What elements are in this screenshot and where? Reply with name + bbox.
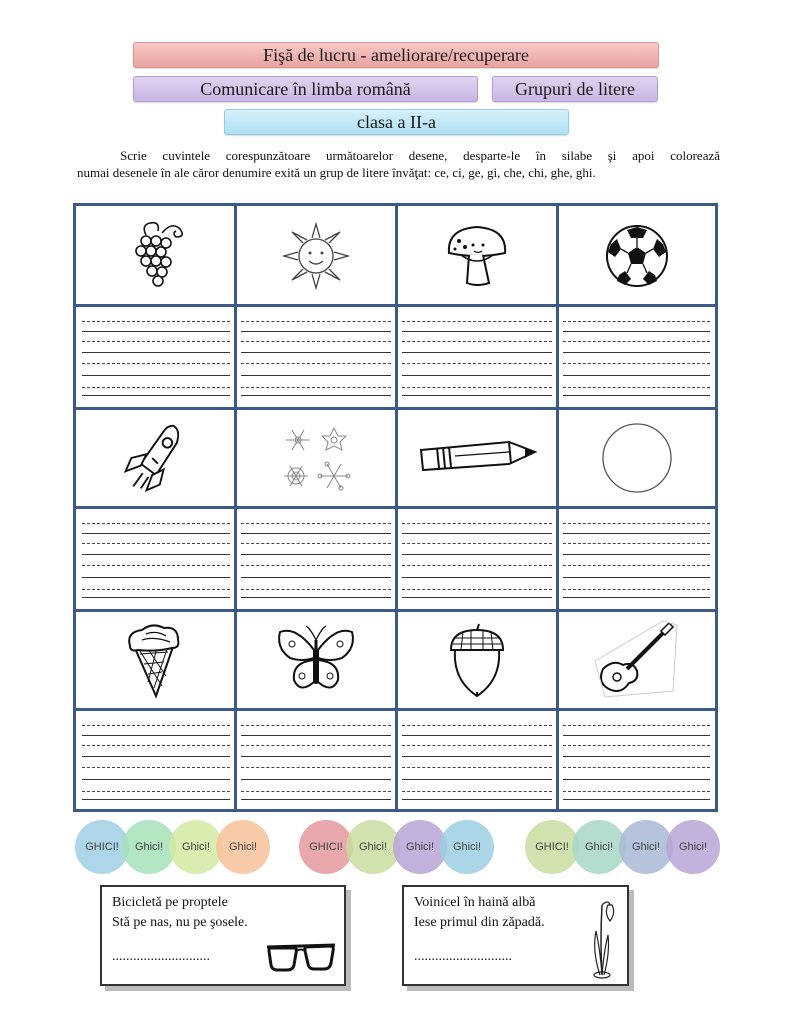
rocket-icon <box>116 420 196 496</box>
picture-cell[interactable] <box>78 612 234 708</box>
writing-line <box>402 331 552 332</box>
grapes-icon <box>116 218 196 294</box>
writing-lines[interactable] <box>78 711 234 808</box>
writing-line <box>563 554 710 555</box>
riddle-1-line-1: Bicicletă pe proptele <box>112 895 228 910</box>
writing-line <box>402 779 552 780</box>
writing-line <box>241 554 391 555</box>
ghici-bubble[interactable]: Ghici! <box>346 820 400 874</box>
ghici-bubble[interactable]: GHICI! <box>525 820 579 874</box>
instructions-line-2: numai desenele în ale căror denumire exită un grup de litere învăţat: ce, ci, ge, gi, che, chi, ghe, ghi. <box>77 165 596 180</box>
ice-cream-icon <box>116 622 196 698</box>
writing-line <box>82 533 230 534</box>
writing-line <box>241 725 391 726</box>
ghici-bubble[interactable]: Ghici! <box>619 820 673 874</box>
circle-icon <box>597 420 677 496</box>
guitar-icon <box>593 621 681 699</box>
writing-line <box>241 395 391 396</box>
riddle-2-box <box>402 885 629 986</box>
ghici-bubble[interactable]: GHICI! <box>75 820 129 874</box>
writing-line <box>82 756 230 757</box>
writing-line <box>82 725 230 726</box>
writing-line <box>241 533 391 534</box>
writing-line <box>563 577 710 578</box>
writing-line <box>241 543 391 544</box>
writing-line <box>563 331 710 332</box>
exercise-grid <box>73 203 718 812</box>
writing-lines[interactable] <box>237 711 395 808</box>
acorn-icon <box>437 622 517 698</box>
writing-line <box>402 523 552 524</box>
writing-line <box>82 745 230 746</box>
pencil-icon <box>415 420 539 496</box>
writing-line <box>402 597 552 598</box>
writing-line <box>402 375 552 376</box>
writing-line <box>82 791 230 792</box>
picture-cell[interactable] <box>398 208 556 304</box>
butterfly-icon <box>276 622 356 698</box>
ghici-bubble[interactable]: Ghici! <box>122 820 176 874</box>
writing-line <box>241 756 391 757</box>
writing-line <box>82 321 230 322</box>
picture-cell[interactable] <box>78 410 234 506</box>
ghici-bubble[interactable]: Ghici! <box>393 820 447 874</box>
writing-line <box>402 565 552 566</box>
writing-line <box>241 791 391 792</box>
writing-line <box>563 779 710 780</box>
writing-line <box>402 363 552 364</box>
writing-line <box>402 341 552 342</box>
writing-line <box>82 799 230 800</box>
writing-line <box>82 395 230 396</box>
glasses-icon <box>265 943 337 973</box>
writing-line <box>241 331 391 332</box>
writing-line <box>82 554 230 555</box>
writing-line <box>241 577 391 578</box>
writing-line <box>563 352 710 353</box>
writing-line <box>82 565 230 566</box>
ghici-bubble[interactable]: Ghici! <box>666 820 720 874</box>
ghici-bubble[interactable]: Ghici! <box>169 820 223 874</box>
writing-line <box>563 589 710 590</box>
writing-line <box>82 523 230 524</box>
writing-line <box>82 597 230 598</box>
writing-line <box>82 363 230 364</box>
picture-cell[interactable] <box>237 612 395 708</box>
writing-line <box>82 589 230 590</box>
riddle-2-answer-line[interactable]: ............................ <box>414 949 512 964</box>
writing-line <box>563 735 710 736</box>
writing-lines[interactable] <box>78 509 234 609</box>
writing-lines[interactable] <box>237 307 395 407</box>
writing-lines[interactable] <box>559 711 714 808</box>
writing-line <box>241 745 391 746</box>
writing-line <box>82 352 230 353</box>
writing-line <box>241 352 391 353</box>
writing-lines[interactable] <box>398 711 556 808</box>
writing-line <box>563 597 710 598</box>
riddle-2-line-1: Voinicel în haină albă <box>414 895 536 910</box>
picture-cell[interactable] <box>559 612 714 708</box>
writing-line <box>563 791 710 792</box>
writing-line <box>402 589 552 590</box>
writing-line <box>82 341 230 342</box>
writing-lines[interactable] <box>398 509 556 609</box>
writing-line <box>241 779 391 780</box>
writing-line <box>563 745 710 746</box>
writing-line <box>402 791 552 792</box>
ghici-bubble[interactable]: Ghici! <box>440 820 494 874</box>
riddle-1-box <box>100 885 346 986</box>
writing-line <box>402 725 552 726</box>
picture-cell[interactable] <box>237 410 395 506</box>
mushroom-icon <box>437 218 517 294</box>
riddle-2-line-2: Iese primul din zăpadă. <box>414 915 545 930</box>
writing-lines[interactable] <box>237 509 395 609</box>
writing-line <box>402 799 552 800</box>
writing-line <box>82 767 230 768</box>
sun-icon <box>276 218 356 294</box>
writing-line <box>563 767 710 768</box>
picture-cell[interactable] <box>398 410 556 506</box>
grade-banner: clasa a II-a <box>224 109 569 135</box>
writing-lines[interactable] <box>78 307 234 407</box>
writing-line <box>402 533 552 534</box>
writing-line <box>241 767 391 768</box>
picture-cell[interactable] <box>78 208 234 304</box>
writing-line <box>402 577 552 578</box>
writing-line <box>402 767 552 768</box>
writing-line <box>402 395 552 396</box>
writing-lines[interactable] <box>559 307 714 407</box>
writing-line <box>563 387 710 388</box>
picture-cell[interactable] <box>237 208 395 304</box>
writing-line <box>563 321 710 322</box>
writing-line <box>82 331 230 332</box>
instructions-line-1: Scrie cuvintele corespunzătoare următoarelor desene, desparte-le în silabe şi apoi colorează <box>120 148 720 163</box>
writing-line <box>82 735 230 736</box>
writing-line <box>563 533 710 534</box>
topic-banner: Grupuri de litere <box>492 76 658 102</box>
writing-line <box>82 375 230 376</box>
writing-line <box>563 363 710 364</box>
writing-line <box>563 543 710 544</box>
riddle-1-answer-line[interactable]: ............................ <box>112 949 210 964</box>
ghici-bubble[interactable]: Ghici! <box>572 820 626 874</box>
instructions <box>77 147 720 181</box>
writing-line <box>402 735 552 736</box>
picture-cell[interactable] <box>398 612 556 708</box>
ghici-bubble[interactable]: GHICI! <box>299 820 353 874</box>
writing-line <box>82 779 230 780</box>
writing-line <box>241 799 391 800</box>
writing-line <box>241 363 391 364</box>
writing-line <box>402 352 552 353</box>
writing-line <box>82 577 230 578</box>
soccer-ball-icon <box>597 218 677 294</box>
writing-line <box>563 756 710 757</box>
writing-line <box>402 387 552 388</box>
writing-line <box>563 523 710 524</box>
picture-cell[interactable] <box>559 410 714 506</box>
writing-lines[interactable] <box>559 509 714 609</box>
writing-line <box>241 523 391 524</box>
writing-line <box>241 735 391 736</box>
writing-line <box>563 565 710 566</box>
writing-line <box>563 341 710 342</box>
writing-line <box>241 387 391 388</box>
worksheet-title: Fişă de lucru - ameliorare/recuperare <box>133 42 659 68</box>
writing-line <box>402 321 552 322</box>
writing-line <box>402 756 552 757</box>
writing-lines[interactable] <box>398 307 556 407</box>
riddle-1-line-2: Stă pe nas, nu pe şosele. <box>112 915 248 930</box>
writing-line <box>82 543 230 544</box>
writing-line <box>82 387 230 388</box>
writing-line <box>563 375 710 376</box>
subject-banner: Comunicare în limba română <box>133 76 478 102</box>
writing-line <box>241 565 391 566</box>
writing-line <box>402 745 552 746</box>
writing-line <box>241 597 391 598</box>
writing-line <box>563 395 710 396</box>
snowflakes-icon <box>276 420 356 496</box>
writing-line <box>241 341 391 342</box>
ghici-bubble[interactable]: Ghici! <box>216 820 270 874</box>
writing-line <box>563 725 710 726</box>
writing-line <box>402 543 552 544</box>
writing-line <box>563 799 710 800</box>
picture-cell[interactable] <box>559 208 714 304</box>
writing-line <box>241 375 391 376</box>
snowdrop-icon <box>584 891 620 979</box>
writing-line <box>241 589 391 590</box>
writing-line <box>241 321 391 322</box>
writing-line <box>402 554 552 555</box>
